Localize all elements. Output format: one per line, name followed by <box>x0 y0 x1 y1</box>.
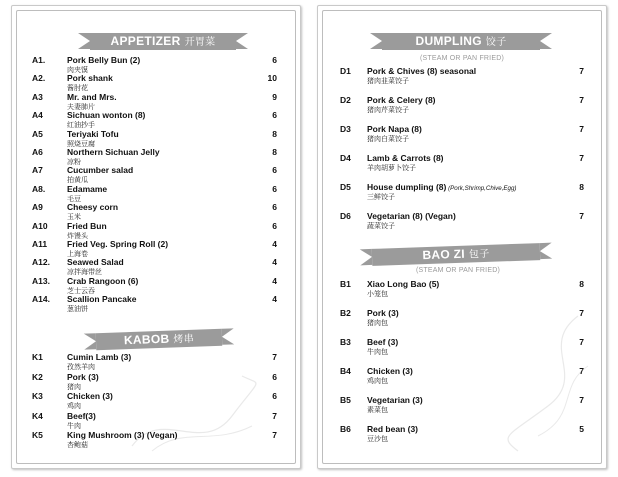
menu-item <box>318 211 606 237</box>
item-chinese-name: 酱肘花 <box>67 85 88 93</box>
item-price: 6 <box>272 55 277 65</box>
item-code: K2 <box>32 371 43 382</box>
item-price: 6 <box>272 202 277 213</box>
item-chinese-name: 杏鲍菇 <box>67 442 88 450</box>
item-note: (Pork,Shrimp,Chive,Egg) <box>446 185 517 192</box>
baozi-title: BAO ZI <box>422 246 466 263</box>
item-price: 7 <box>579 211 584 221</box>
item-code: B4 <box>340 366 351 376</box>
item-code: K5 <box>32 430 43 441</box>
item-code: K3 <box>32 391 43 402</box>
menu-item <box>318 182 606 208</box>
decorative-swirl-icon <box>478 306 598 456</box>
item-name: Northern Sichuan Jelly <box>67 147 160 157</box>
item-chinese-name: 猪肉韭菜饺子 <box>367 78 409 85</box>
item-name: Beef (3) <box>367 337 399 347</box>
item-chinese-name: 芝士云吞 <box>67 287 95 295</box>
item-name: House dumpling (8) (Pork,Shrimp,Chive,Egg) <box>367 182 517 192</box>
item-name: Red bean (3) <box>367 424 419 434</box>
appetizer-banner <box>90 33 236 50</box>
item-name: Pork shank <box>67 73 113 84</box>
right-menu-page <box>317 5 607 469</box>
item-code: K4 <box>32 410 43 421</box>
item-name: Teriyaki Tofu <box>67 128 119 139</box>
item-name: Scallion Pancake <box>67 294 137 305</box>
item-name: King Mushroom (3) (Vegan) <box>67 430 178 441</box>
item-code: B3 <box>340 337 351 347</box>
item-chinese-name: 照烧豆腐 <box>67 140 95 148</box>
item-chinese-name: 牛肉包 <box>367 349 388 356</box>
item-chinese-name: 鸡肉 <box>67 403 81 411</box>
item-code: D6 <box>340 211 351 221</box>
item-price: 6 <box>272 110 277 121</box>
item-price: 6 <box>272 183 277 194</box>
item-chinese-name: 豆沙包 <box>367 436 388 443</box>
item-code: A1. <box>32 55 46 65</box>
item-price: 8 <box>579 182 584 192</box>
item-chinese-name: 牛肉 <box>67 422 81 430</box>
item-chinese-name: 炸馒头 <box>67 232 88 240</box>
item-chinese-name: 蔬菜饺子 <box>367 223 395 230</box>
item-code: A12. <box>32 257 50 268</box>
item-price: 6 <box>272 220 277 231</box>
item-chinese-name: 猪肉 <box>67 383 81 391</box>
item-price: 5 <box>579 424 584 434</box>
menu-item <box>318 95 606 121</box>
item-name: Cheesy corn <box>67 202 119 213</box>
item-code: D4 <box>340 153 351 163</box>
item-code: D5 <box>340 182 351 192</box>
item-name: Edamame <box>67 183 108 194</box>
item-price: 7 <box>272 410 277 421</box>
item-chinese-name: 玉米 <box>67 214 81 222</box>
item-price: 4 <box>272 294 277 305</box>
item-code: A2. <box>32 73 46 84</box>
item-chinese-name: 猪肉包 <box>367 320 388 327</box>
item-name: Chicken (3) <box>367 366 413 376</box>
item-price: 8 <box>579 279 584 289</box>
item-name: Seawed Salad <box>67 257 124 268</box>
item-chinese-name: 红油抄手 <box>67 122 95 130</box>
item-name: Pork (3) <box>367 308 399 318</box>
item-price: 6 <box>272 371 277 382</box>
item-price: 7 <box>579 153 584 163</box>
item-chinese-name: 猪肉芹菜饺子 <box>367 107 409 114</box>
item-name: Pork & Celery (8) <box>367 95 436 105</box>
item-code: A10 <box>32 220 48 231</box>
item-price: 7 <box>579 66 584 76</box>
item-chinese-name: 葱油饼 <box>67 306 88 314</box>
item-code: A11 <box>32 239 48 249</box>
item-code: B2 <box>340 308 351 318</box>
item-price: 4 <box>272 275 277 286</box>
item-chinese-name: 凉粉 <box>67 159 81 166</box>
item-price: 10 <box>267 73 277 84</box>
item-name: Chicken (3) <box>67 391 113 402</box>
item-price: 6 <box>272 391 277 402</box>
item-price: 6 <box>272 165 277 176</box>
item-code: K1 <box>32 352 43 362</box>
item-name: Mr. and Mrs. <box>67 91 117 102</box>
item-name: Vegetarian (3) <box>367 395 423 405</box>
dumpling-title: DUMPLING <box>415 34 482 48</box>
item-name: Fried Bun <box>67 220 107 231</box>
item-chinese-name: 拍黄瓜 <box>67 177 88 185</box>
item-name: Cumin Lamb (3) <box>67 352 132 362</box>
item-price: 7 <box>579 395 584 405</box>
item-price: 8 <box>272 128 277 139</box>
item-name: Fried Veg. Spring Roll (2) <box>67 239 169 249</box>
menu-item <box>318 153 606 179</box>
item-chinese-name: 三鲜饺子 <box>367 194 395 201</box>
item-chinese-name: 凉拌海带丝 <box>67 269 102 277</box>
item-name: Pork (3) <box>67 371 99 382</box>
item-name: Pork Belly Bun (2) <box>67 55 141 65</box>
item-chinese-name: 上海卷 <box>67 251 88 258</box>
kabob-title: KABOB <box>123 331 170 348</box>
item-price: 4 <box>272 239 277 249</box>
item-code: A4 <box>32 110 43 121</box>
dumpling-cooking-note: (STEAM OR PAN FRIED) <box>420 55 504 62</box>
appetizer-title: APPETIZER <box>110 34 181 48</box>
baozi-cooking-note: (STEAM OR PAN FRIED) <box>416 267 500 274</box>
item-price: 7 <box>579 308 584 318</box>
item-chinese-name: 孜然羊肉 <box>67 364 95 371</box>
item-price: 7 <box>579 366 584 376</box>
item-code: D3 <box>340 124 351 134</box>
item-price: 7 <box>579 337 584 347</box>
item-chinese-name: 猪肉白菜饺子 <box>367 136 409 143</box>
item-code: B6 <box>340 424 351 434</box>
item-code: A13. <box>32 275 50 286</box>
dumpling-banner <box>382 33 540 50</box>
item-code: A5 <box>32 128 43 139</box>
item-name: Xiao Long Bao (5) <box>367 279 440 289</box>
item-name: Crab Rangoon (6) <box>67 275 139 286</box>
left-menu-page <box>11 5 301 469</box>
item-chinese-name: 夫妻肺片 <box>67 103 95 111</box>
item-code: A7 <box>32 165 43 176</box>
item-chinese-name: 羊肉胡萝卜饺子 <box>367 165 416 172</box>
item-code: B1 <box>340 279 351 289</box>
item-name: Lamb & Carrots (8) <box>367 153 444 163</box>
item-chinese-name: 素菜包 <box>367 407 388 414</box>
item-price: 7 <box>272 352 277 362</box>
item-price: 7 <box>579 124 584 134</box>
item-chinese-name: 小笼包 <box>367 291 388 298</box>
dumpling-title-zh: 饺子 <box>485 37 507 48</box>
item-name: Cucumber salad <box>67 165 134 176</box>
item-code: A3 <box>32 91 43 102</box>
item-code: A9 <box>32 202 43 213</box>
appetizer-title-zh: 开胃菜 <box>184 37 216 48</box>
item-name: Vegetarian (8) (Vegan) <box>367 211 456 221</box>
menu-item <box>318 66 606 92</box>
item-code: A8. <box>32 183 46 194</box>
item-chinese-name: 毛豆 <box>67 195 81 203</box>
item-name: Sichuan wonton (8) <box>67 110 146 121</box>
item-price: 4 <box>272 257 277 268</box>
menu-item <box>318 124 606 150</box>
item-price: 9 <box>272 91 277 102</box>
item-price: 7 <box>579 95 584 105</box>
item-chinese-name: 肉夹馍 <box>67 67 88 74</box>
baozi-title-zh: 包子 <box>468 248 490 261</box>
item-code: D1 <box>340 66 351 76</box>
menu-item <box>318 279 606 305</box>
item-name: Pork Napa (8) <box>367 124 422 134</box>
item-code: A6 <box>32 147 43 157</box>
item-name: Pork & Chives (8) seasonal <box>367 66 477 76</box>
kabob-title-zh: 烤串 <box>173 333 195 346</box>
item-chinese-name: 鸡肉包 <box>367 378 388 385</box>
decorative-swirl-icon <box>122 366 272 456</box>
item-price: 8 <box>272 147 277 157</box>
item-price: 7 <box>272 430 277 441</box>
item-code: B5 <box>340 395 351 405</box>
item-name: Beef(3) <box>67 410 96 421</box>
item-code: A14. <box>32 294 50 305</box>
item-code: D2 <box>340 95 351 105</box>
menu-item <box>12 294 300 320</box>
